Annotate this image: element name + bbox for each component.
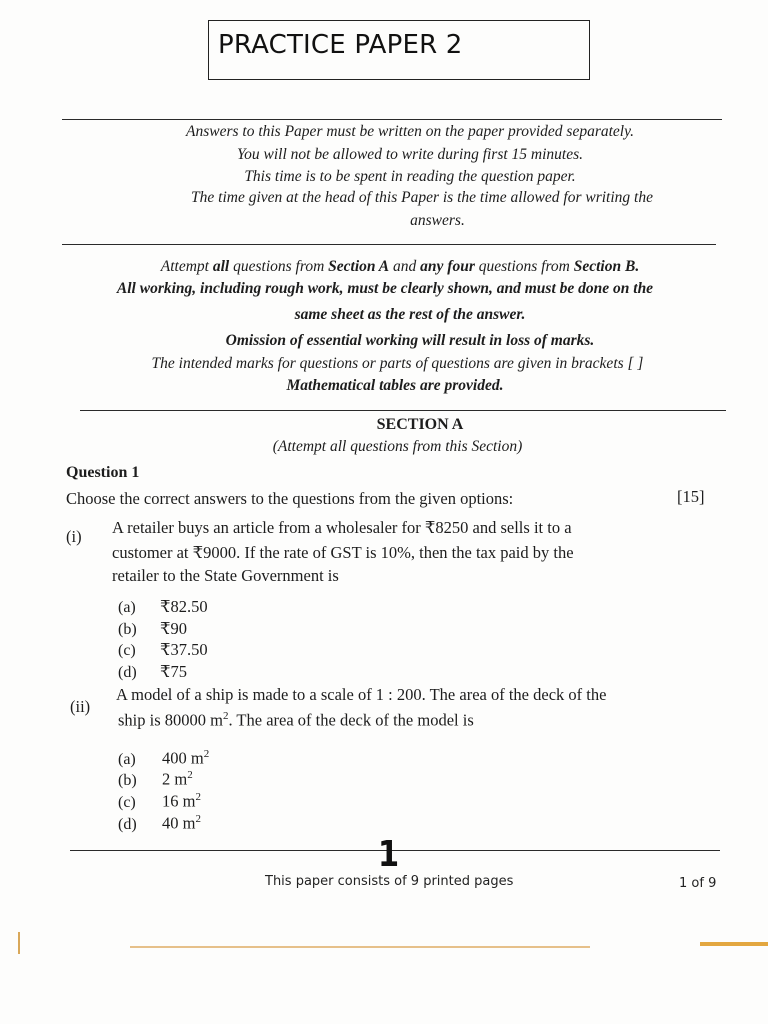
question-heading: Question 1 [66,464,140,481]
part-ii-line-2 [118,710,474,731]
page-indicator: 1 of 9 [679,876,717,891]
question-marks: [15] [677,487,705,506]
section-divider [80,410,726,411]
handwritten-page-number: 1 [377,834,400,875]
title-box [208,20,590,80]
option-value: ₹37.50 [160,640,208,659]
unit-superscript: 2 [203,748,210,760]
instruction-line-5: answers. [410,212,465,229]
unit-superscript: 2 [195,813,201,825]
scan-mark-left [18,932,20,954]
option-value: ₹82.50 [160,597,208,616]
attempt-all: all [212,258,230,275]
option-value [162,813,201,834]
unit: m [174,769,188,789]
working-instruction-2: same sheet as the rest of the answer. [294,306,526,323]
omission-instruction: Omission of essential working will result in loss of marks. [225,332,595,349]
attempt-mid2: and [389,258,421,275]
option-value [162,791,201,812]
option-label: (c) [118,642,136,659]
part-i-line-3: retailer to the State Government is [112,566,339,585]
part-i-line-2: customer at ₹9000. If the rate of GST is 10%, then the tax paid by the [112,543,574,562]
page-title: PRACTICE PAPER 2 [218,30,463,60]
option-label: (c) [118,794,136,811]
part-i-number: (i) [66,527,82,546]
option-label: (a) [118,599,136,616]
option-number: 40 [162,813,179,833]
attempt-instruction [30,258,768,276]
option-label: (d) [118,664,137,681]
part-ii-line-2-text: ship is 80000 m [118,710,223,730]
attempt-pre: Attempt [160,258,213,275]
part-ii-line-1: A model of a ship is made to a scale of 1 : 200. The area of the deck of the [116,685,607,704]
attempt-section-b: Section B. [573,258,640,275]
unit: m [190,748,204,768]
part-ii-number: (ii) [70,697,91,716]
part-i-line-1: A retailer buys an article from a wholesaler for ₹8250 and sells it to a [112,518,572,537]
instruction-line-2: You will not be allowed to write during first 15 minutes. [236,146,584,163]
unit: m [182,813,196,833]
attempt-mid1: questions from [229,258,329,275]
option-label: (a) [118,751,136,768]
option-label: (b) [118,621,137,638]
unit: m [182,791,196,811]
top-divider [62,119,722,120]
pages-note: This paper consists of 9 printed pages [265,874,514,889]
option-value: ₹90 [160,619,187,638]
attempt-any-four: any four [420,258,475,275]
superscript: 2 [222,710,229,722]
attempt-mid3: questions from [474,258,574,275]
section-subtitle: (Attempt all questions from this Section) [272,438,523,455]
instructions-divider [62,244,716,245]
working-instruction-1: All working, including rough work, must be clearly shown, and must be done on the [116,280,654,297]
instruction-line-3: This time is to be spent in reading the question paper. [244,168,576,185]
option-label: (d) [118,816,137,833]
option-number: 400 [162,748,187,768]
question-instruction: Choose the correct answers to the questions from the given options: [66,489,514,508]
marks-instruction: The intended marks for questions or parts of questions are given in brackets [ ] [151,355,644,372]
attempt-section-a: Section A [328,258,390,275]
option-label: (b) [118,772,137,789]
option-number: 16 [162,791,179,811]
part-ii-line-2-end: . The area of the deck of the model is [228,710,474,730]
option-value [162,748,209,769]
instruction-line-4: The time given at the head of this Paper is the time allowed for writing the [191,189,653,206]
tables-instruction: Mathematical tables are provided. [286,377,504,394]
unit-superscript: 2 [195,791,201,803]
section-title: SECTION A [376,416,464,433]
instruction-line-1: Answers to this Paper must be written on the paper provided separately. [185,123,635,140]
unit-superscript: 2 [187,769,193,781]
option-value [162,769,193,790]
scan-mark-right [700,942,768,946]
scan-mark-bottom [130,946,590,948]
option-value: ₹75 [160,662,187,681]
option-number: 2 [162,769,171,789]
